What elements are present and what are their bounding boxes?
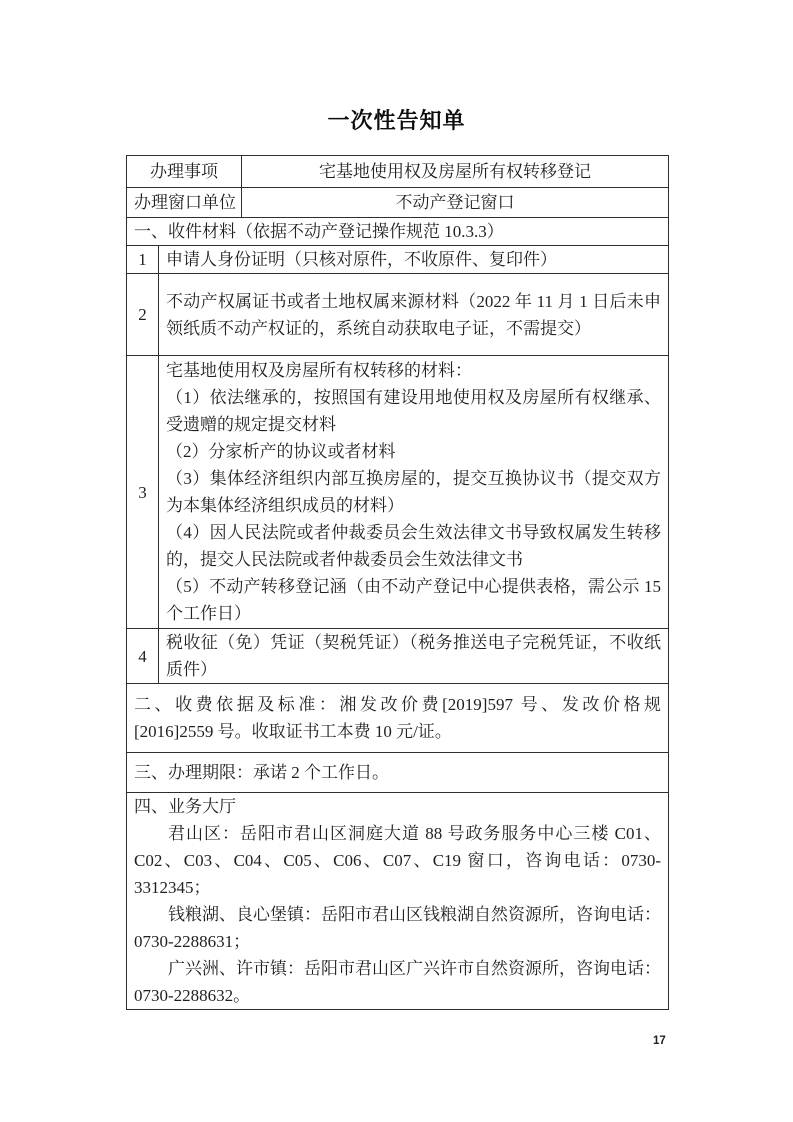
section4-heading: 四、业务大厅 — [134, 797, 236, 816]
item3-line: （5）不动产转移登记涵（由不动产登记中心提供表格，需公示 15 个工作日） — [166, 577, 661, 623]
item-text: 申请人身份证明（只核对原件，不收原件、复印件） — [159, 246, 669, 274]
table-row — [127, 156, 669, 188]
item-number: 3 — [127, 356, 159, 629]
section4-hall-cell — [127, 793, 669, 1010]
matter-label-cell: 办理事项 — [127, 156, 242, 188]
table-row — [127, 629, 669, 684]
window-unit-label-cell: 办理窗口单位 — [127, 188, 242, 218]
item-text — [159, 356, 669, 629]
table-row — [127, 274, 669, 356]
section4-paragraph: 钱粮湖、良心堡镇：岳阳市君山区钱粮湖自然资源所，咨询电话：0730-2288631； — [134, 905, 661, 951]
item3-line: （4）因人民法院或者仲裁委员会生效法律文书导致权属发生转移的，提交人民法院或者仲裁委员会生效法律文书 — [166, 523, 661, 569]
item3-line: （1）依法继承的，按照国有建设用地使用权及房屋所有权继承、受遗赠的规定提交材料 — [166, 388, 661, 434]
table-row — [127, 684, 669, 753]
item3-line: （3）集体经济组织内部互换房屋的，提交互换协议书（提交双方为本集体经济组织成员的材料） — [166, 469, 661, 515]
item-number: 4 — [127, 629, 159, 684]
window-unit-value-cell: 不动产登记窗口 — [242, 188, 669, 218]
item-text: 不动产权属证书或者土地权属来源材料（2022 年 11 月 1 日后未申领纸质不动产权证的，系统自动获取电子证，不需提交） — [159, 274, 669, 356]
page-number: 17 — [653, 1035, 666, 1047]
table-row — [127, 188, 669, 218]
matter-value-cell: 宅基地使用权及房屋所有权转移登记 — [242, 156, 669, 188]
section4-paragraph: 广兴洲、许市镇：岳阳市君山区广兴许市自然资源所，咨询电话：0730-2288632。 — [134, 959, 661, 1005]
item3-line: 宅基地使用权及房屋所有权转移的材料： — [166, 361, 472, 380]
table-row — [127, 218, 669, 246]
section4-paragraph: 君山区：岳阳市君山区洞庭大道 88 号政务服务中心三楼 C01、C02、C03、C04、C05、C06、C07、C19 窗口，咨询电话：0730-3312345； — [134, 824, 661, 897]
notice-table — [126, 155, 669, 1010]
item-number: 2 — [127, 274, 159, 356]
table-row — [127, 246, 669, 274]
section3-deadline-cell: 三、办理期限：承诺 2 个工作日。 — [127, 753, 669, 793]
item3-line: （2）分家析产的协议或者材料 — [166, 442, 396, 461]
table-row — [127, 356, 669, 629]
table-row — [127, 753, 669, 793]
table-row — [127, 793, 669, 1010]
document-title: 一次性告知单 — [327, 108, 466, 133]
item-text: 税收征（免）凭证（契税凭证）（税务推送电子完税凭证，不收纸质件） — [159, 629, 669, 684]
section2-fee-cell: 二、收费依据及标准：湘发改价费[2019]597 号、发改价格规[2016]2559 号。收取证书工本费 10 元/证。 — [127, 684, 669, 753]
section1-heading-cell: 一、收件材料（依据不动产登记操作规范 10.3.3） — [127, 218, 669, 246]
item-number: 1 — [127, 246, 159, 274]
